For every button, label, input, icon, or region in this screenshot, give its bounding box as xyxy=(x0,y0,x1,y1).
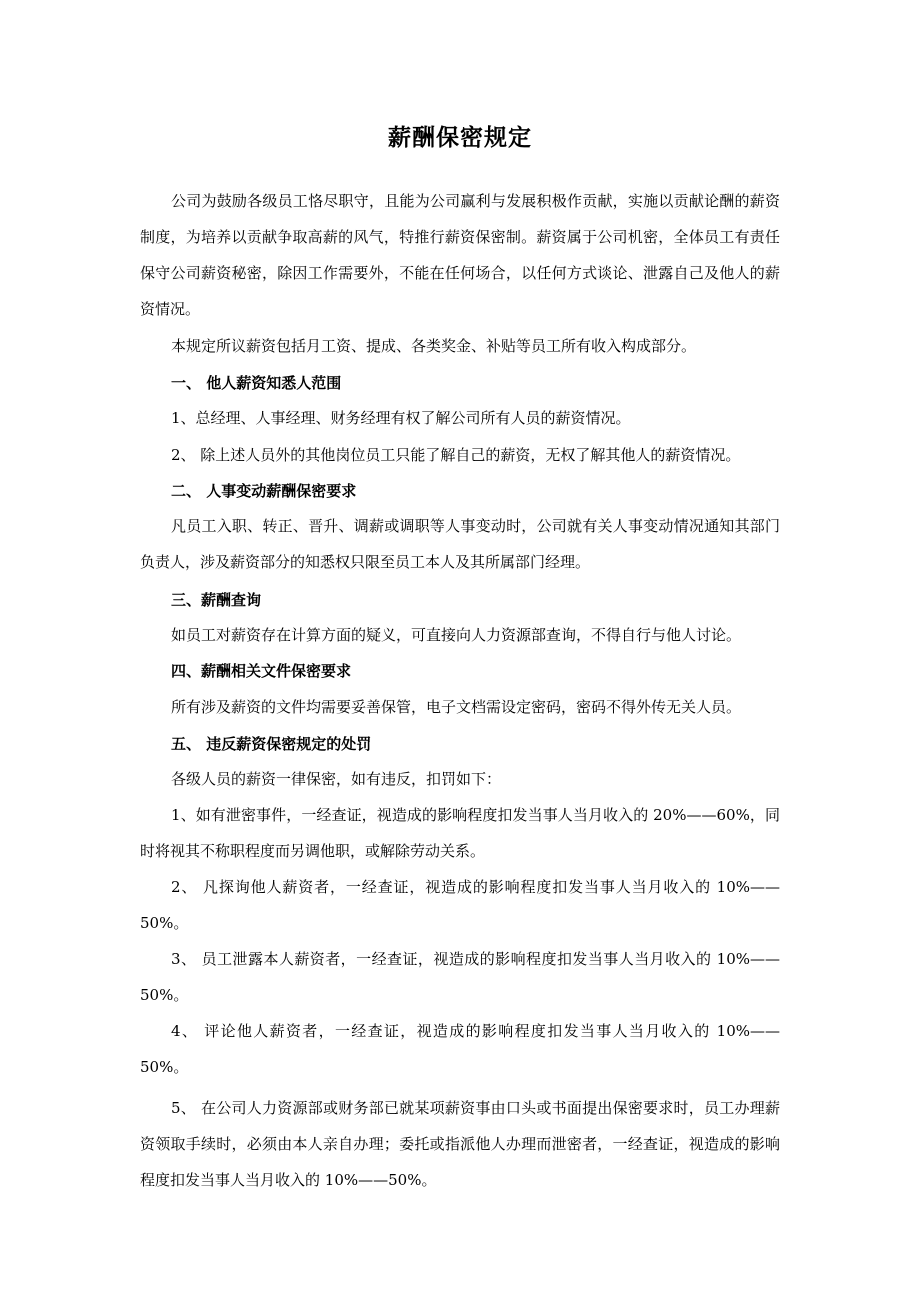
section-2-heading: 二、 人事变动薪酬保密要求 xyxy=(171,482,357,500)
section-1-item-2: 2、 除上述人员外的其他岗位员工只能了解自己的薪资，无权了解其他人的薪资情况。 xyxy=(171,446,741,464)
section-5-heading: 五、 违反薪资保密规定的处罚 xyxy=(171,735,372,753)
section-1-heading: 一、 他人薪资知悉人范围 xyxy=(171,374,342,392)
penalty-item-5: 5、 在公司人力资源部或财务部已就某项薪资事由口头或书面提出保密要求时，员工办理薪资领取手续时，必须由本人亲自办理；委托或指派他人办理而泄密者，一经查证，视造成的影响程度扣发当事人当月收入的 10%——50%。 xyxy=(140,1099,780,1189)
intro-paragraph: 公司为鼓励各级员工恪尽职守，且能为公司赢利与发展积极作贡献，实施以贡献论酬的薪资制度，为培养以贡献争取高薪的风气，特推行薪资保密制。薪资属于公司机密，全体员工有责任保守公司薪资秘密，除因工作需要外，不能在任何场合，以任何方式谈论、泄露自己及他人的薪资情况。 xyxy=(140,192,780,318)
document-title: 薪酬保密规定 xyxy=(388,125,532,151)
section-3-body: 如员工对薪资存在计算方面的疑义，可直接向人力资源部查询，不得自行与他人讨论。 xyxy=(171,626,742,644)
penalty-item-1: 1、如有泄密事件，一经查证，视造成的影响程度扣发当事人当月收入的 20%——60%，同时将视其不称职程度而另调他职，或解除劳动关系。 xyxy=(140,806,780,860)
section-4-heading: 四、薪酬相关文件保密要求 xyxy=(171,662,352,680)
section-2-body: 凡员工入职、转正、晋升、调薪或调职等人事变动时，公司就有关人事变动情况通知其部门负责人，涉及薪资部分的知悉权只限至员工本人及其所属部门经理。 xyxy=(140,517,780,571)
section-1-item-1: 1、总经理、人事经理、财务经理有权了解公司所有人员的薪资情况。 xyxy=(171,409,631,427)
section-5-intro: 各级人员的薪资一律保密，如有违反，扣罚如下： xyxy=(171,770,502,788)
section-4-body: 所有涉及薪资的文件均需要妥善保管，电子文档需设定密码，密码不得外传无关人员。 xyxy=(171,698,742,716)
penalty-item-3: 3、 员工泄露本人薪资者，一经查证，视造成的影响程度扣发当事人当月收入的 10%——50%。 xyxy=(140,950,780,1004)
scope-paragraph: 本规定所议薪资包括月工资、提成、各类奖金、补贴等员工所有收入构成部分。 xyxy=(171,337,697,355)
penalty-item-4: 4、 评论他人薪资者，一经查证，视造成的影响程度扣发当事人当月收入的 10%——50%。 xyxy=(140,1022,780,1076)
section-3-heading: 三、薪酬查询 xyxy=(171,591,262,609)
penalty-item-2: 2、 凡探询他人薪资者，一经查证，视造成的影响程度扣发当事人当月收入的 10%——50%。 xyxy=(140,878,780,932)
